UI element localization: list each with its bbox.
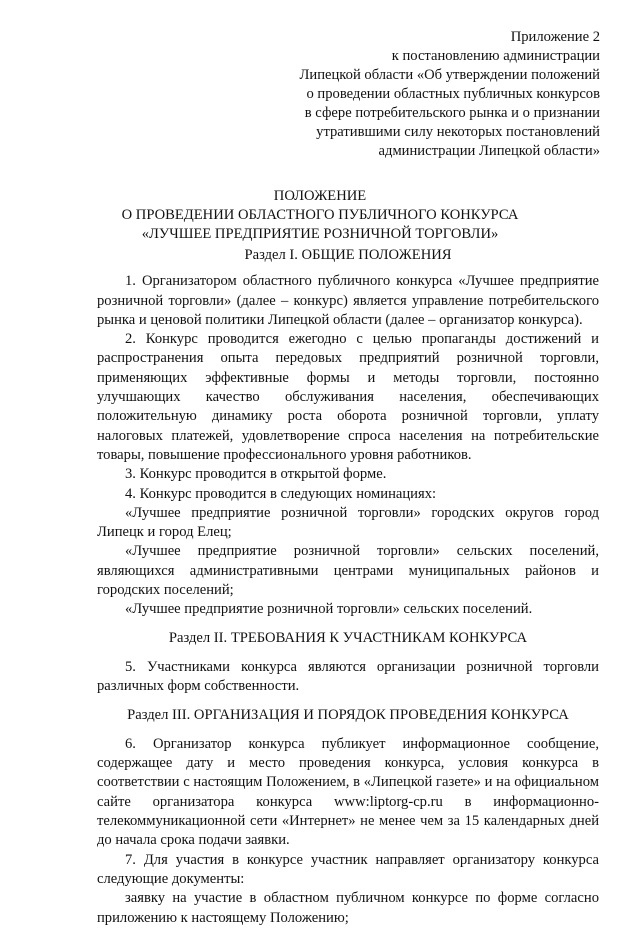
paragraph-4: 4. Конкурс проводится в следующих номинациях: (125, 485, 437, 502)
paragraph-3: 3. Конкурс проводится в открытой форме. (125, 466, 387, 483)
section-2-heading: Раздел II. ТРЕБОВАНИЯ К УЧАСТНИКАМ КОНКУРСА (168, 629, 528, 646)
nomination-3: «Лучшее предприятие розничной торговли» сельских поселений. (125, 601, 533, 618)
annex-line: администрации Липецкой области» (378, 143, 600, 159)
nomination-1: «Лучшее предприятие розничной торговли» городских округов город Липецк и город Елец; (97, 504, 599, 541)
paragraph-5: 5. Участниками конкурса являются организации розничной торговли различных форм собственности. (97, 658, 599, 695)
annex-line: к постановлению администрации (391, 48, 600, 64)
annex-block (260, 28, 600, 161)
nomination-2: «Лучшее предприятие розничной торговли» сельских поселений, являющихся административными центрами муниципальных районов и городских поселений; (97, 543, 599, 599)
annex-line: о проведении областных публичных конкурсов (306, 86, 600, 102)
section-3-heading: Раздел III. ОРГАНИЗАЦИЯ И ПОРЯДОК ПРОВЕДЕНИЯ КОНКУРСА (127, 706, 569, 723)
annex-line: в сфере потребительского рынка и о признании (304, 105, 600, 121)
paragraph-6: 6. Организатор конкурса публикует информационное сообщение, содержащее дату и место проведения конкурса, условия конкурса в соответствии с настоящим Положением, в «Липецкой газете» и на официальном сайте организатора конкурса www:liptorg-cp.ru в информационно-телекоммуникационной сети «Интернет» не менее чем за 15 календарных дней до начала срока подачи заявки. (97, 735, 599, 849)
paragraph-1: 1. Организатором областного публичного конкурса «Лучшее предприятие розничной торговли» (далее – конкурс) является управление потребительского рынка и ценовой политики Липецкой области (далее – организатор конкурса). (97, 273, 599, 328)
title-line: О ПРОВЕДЕНИИ ОБЛАСТНОГО ПУБЛИЧНОГО КОНКУРСА (121, 207, 519, 223)
annex-line: утратившими силу некоторых постановлений (316, 124, 600, 140)
title-line: ПОЛОЖЕНИЕ (273, 188, 367, 204)
annex-line: Липецкой области «Об утверждении положений (299, 67, 600, 83)
annex-line: Приложение 2 (510, 29, 600, 45)
document-title (0, 187, 640, 244)
paragraph-7: 7. Для участия в конкурсе участник направляет организатору конкурса следующие документы: (97, 851, 599, 887)
document-body (97, 246, 599, 928)
title-line: «ЛУЧШЕЕ ПРЕДПРИЯТИЕ РОЗНИЧНОЙ ТОРГОВЛИ» (141, 226, 499, 242)
paragraph-2: 2. Конкурс проводится ежегодно с целью пропаганды достижений и распространения опыта передовых предприятий розничной торговли, применяющих эффективные формы и методы торговли, постоянно улучшающих качество обслуживания населения, обеспечивающих положительную динамику роста оборота розничной торговли, уплату налоговых платежей, удовлетворение спроса населения на потребительские товары, повышение профессионального уровня работников. (97, 331, 599, 463)
section-1-heading: Раздел I. ОБЩИЕ ПОЛОЖЕНИЯ (244, 247, 452, 263)
paragraph-7a: заявку на участие в областном публичном конкурсе по форме согласно приложению к настоящему Положению; (97, 890, 599, 926)
